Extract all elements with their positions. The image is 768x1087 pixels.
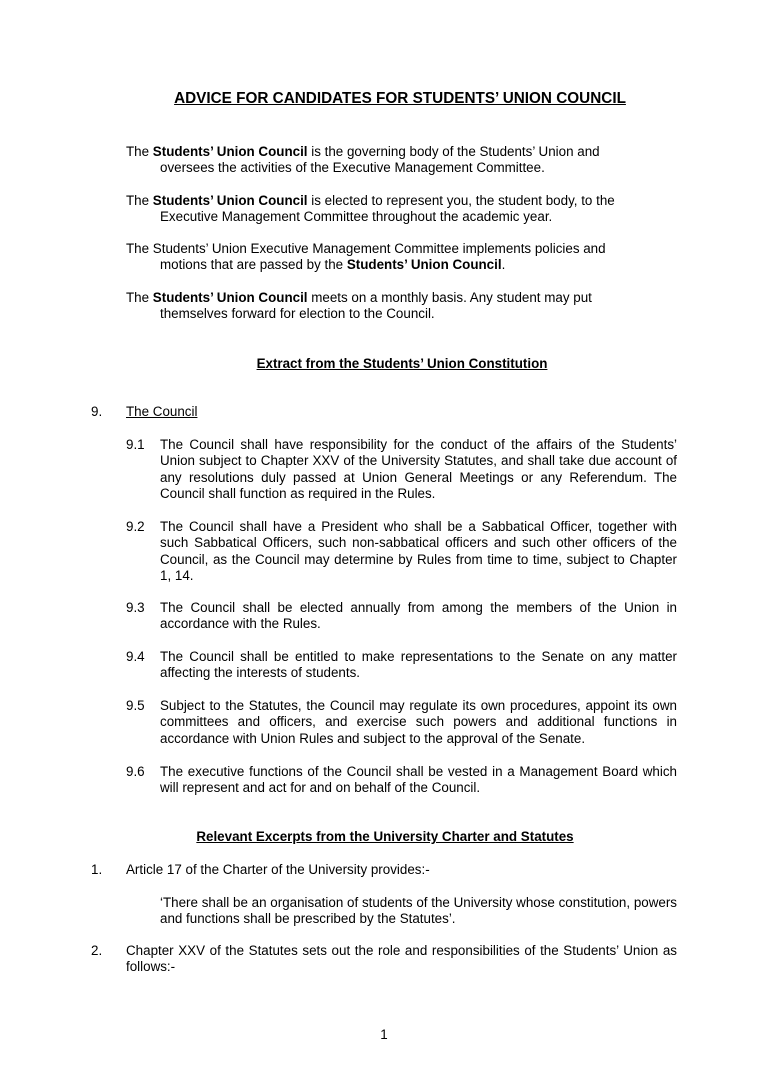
intro-3-pre: The Students’ Union Executive Management Committee implements policies and motions that are passed by the bbox=[126, 241, 606, 273]
section-number: 9. bbox=[91, 404, 103, 419]
intro-3-bold: Students’ Union Council bbox=[346, 257, 502, 273]
charter-item-1-number: 1. bbox=[91, 862, 103, 877]
clause-number: 9.1 bbox=[126, 437, 145, 452]
intro-2-pre: The bbox=[126, 193, 153, 208]
clause-text: The Council shall be entitled to make representations to the Senate on any matter affecting the interests of students. bbox=[160, 649, 677, 681]
intro-paragraph-1 bbox=[126, 144, 632, 177]
charter-item-2-number: 2. bbox=[91, 943, 103, 958]
clause-text: Subject to the Statutes, the Council may regulate its own procedures, appoint its own committees and officers, and exercise such powers and additional functions in accordance with Union Rules and subject to the approval of the Senate. bbox=[160, 698, 677, 746]
section-title bbox=[126, 404, 197, 420]
page-number: 1 bbox=[380, 1027, 388, 1042]
clause-number: 9.2 bbox=[126, 519, 145, 534]
clause-9-4 bbox=[126, 649, 677, 683]
intro-1-bold: Students’ Union Council bbox=[152, 144, 308, 159]
clause-number: 9.6 bbox=[126, 764, 145, 779]
intro-paragraph-4 bbox=[126, 290, 632, 323]
intro-2-bold: Students’ Union Council bbox=[152, 193, 308, 208]
document-title: ADVICE FOR CANDIDATES FOR STUDENTS’ UNION COUNCIL bbox=[174, 90, 626, 107]
intro-2-post: is elected to represent you, the student body, to the Executive Management Committee throughout the academic year. bbox=[160, 193, 615, 225]
clause-text: The Council shall be elected annually from among the members of the Union in accordance with the Rules. bbox=[160, 600, 677, 632]
charter-item-2-text: Chapter XXV of the Statutes sets out the role and responsibilities of the Students’ Union as follows:- bbox=[126, 943, 677, 975]
clause-number: 9.4 bbox=[126, 649, 145, 664]
clause-9-2 bbox=[126, 519, 677, 585]
charter-item-1-text: Article 17 of the Charter of the University provides:- bbox=[126, 862, 430, 877]
intro-4-post: meets on a monthly basis. Any student may put themselves forward for election to the Council. bbox=[160, 290, 592, 322]
clause-9-3 bbox=[126, 600, 677, 634]
charter-heading: Relevant Excerpts from the University Charter and Statutes bbox=[196, 829, 574, 844]
intro-3-post: . bbox=[501, 257, 506, 273]
clause-9-6 bbox=[126, 764, 677, 798]
intro-1-pre: The bbox=[126, 144, 153, 159]
clause-number: 9.5 bbox=[126, 698, 145, 713]
intro-paragraph-2 bbox=[126, 193, 632, 226]
intro-1-post: is the governing body of the Students’ Union and oversees the activities of the Executive Management Committee. bbox=[160, 144, 600, 176]
charter-quote: ‘There shall be an organisation of students of the University whose constitution, powers and functions shall be prescribed by the Statutes’. bbox=[160, 895, 677, 927]
clause-text: The Council shall have a President who shall be a Sabbatical Officer, together with such Sabbatical Officers, such non-sabbatical officers and such other officers of the Council, as the Council may determine by Rules from time to time, subject to Chapter 1, 14. bbox=[160, 519, 677, 583]
intro-4-bold: Students’ Union Council bbox=[152, 290, 308, 305]
intro-paragraph-3 bbox=[126, 241, 632, 274]
intro-4-pre: The bbox=[126, 290, 153, 305]
section-title-text: The Council bbox=[126, 404, 198, 419]
clause-text: The executive functions of the Council shall be vested in a Management Board which will represent and act for and on behalf of the Council. bbox=[160, 764, 677, 796]
clause-9-1 bbox=[126, 437, 677, 503]
constitution-heading: Extract from the Students’ Union Constitution bbox=[256, 356, 548, 371]
clause-9-5 bbox=[126, 698, 677, 748]
clause-number: 9.3 bbox=[126, 600, 145, 615]
clause-text: The Council shall have responsibility for the conduct of the affairs of the Students’ Union subject to Chapter XXV of the University Statutes, and shall take due account of any resolutions duly passed at Union General Meetings or any Referendum. The Council shall function as required in the Rules. bbox=[160, 437, 677, 501]
